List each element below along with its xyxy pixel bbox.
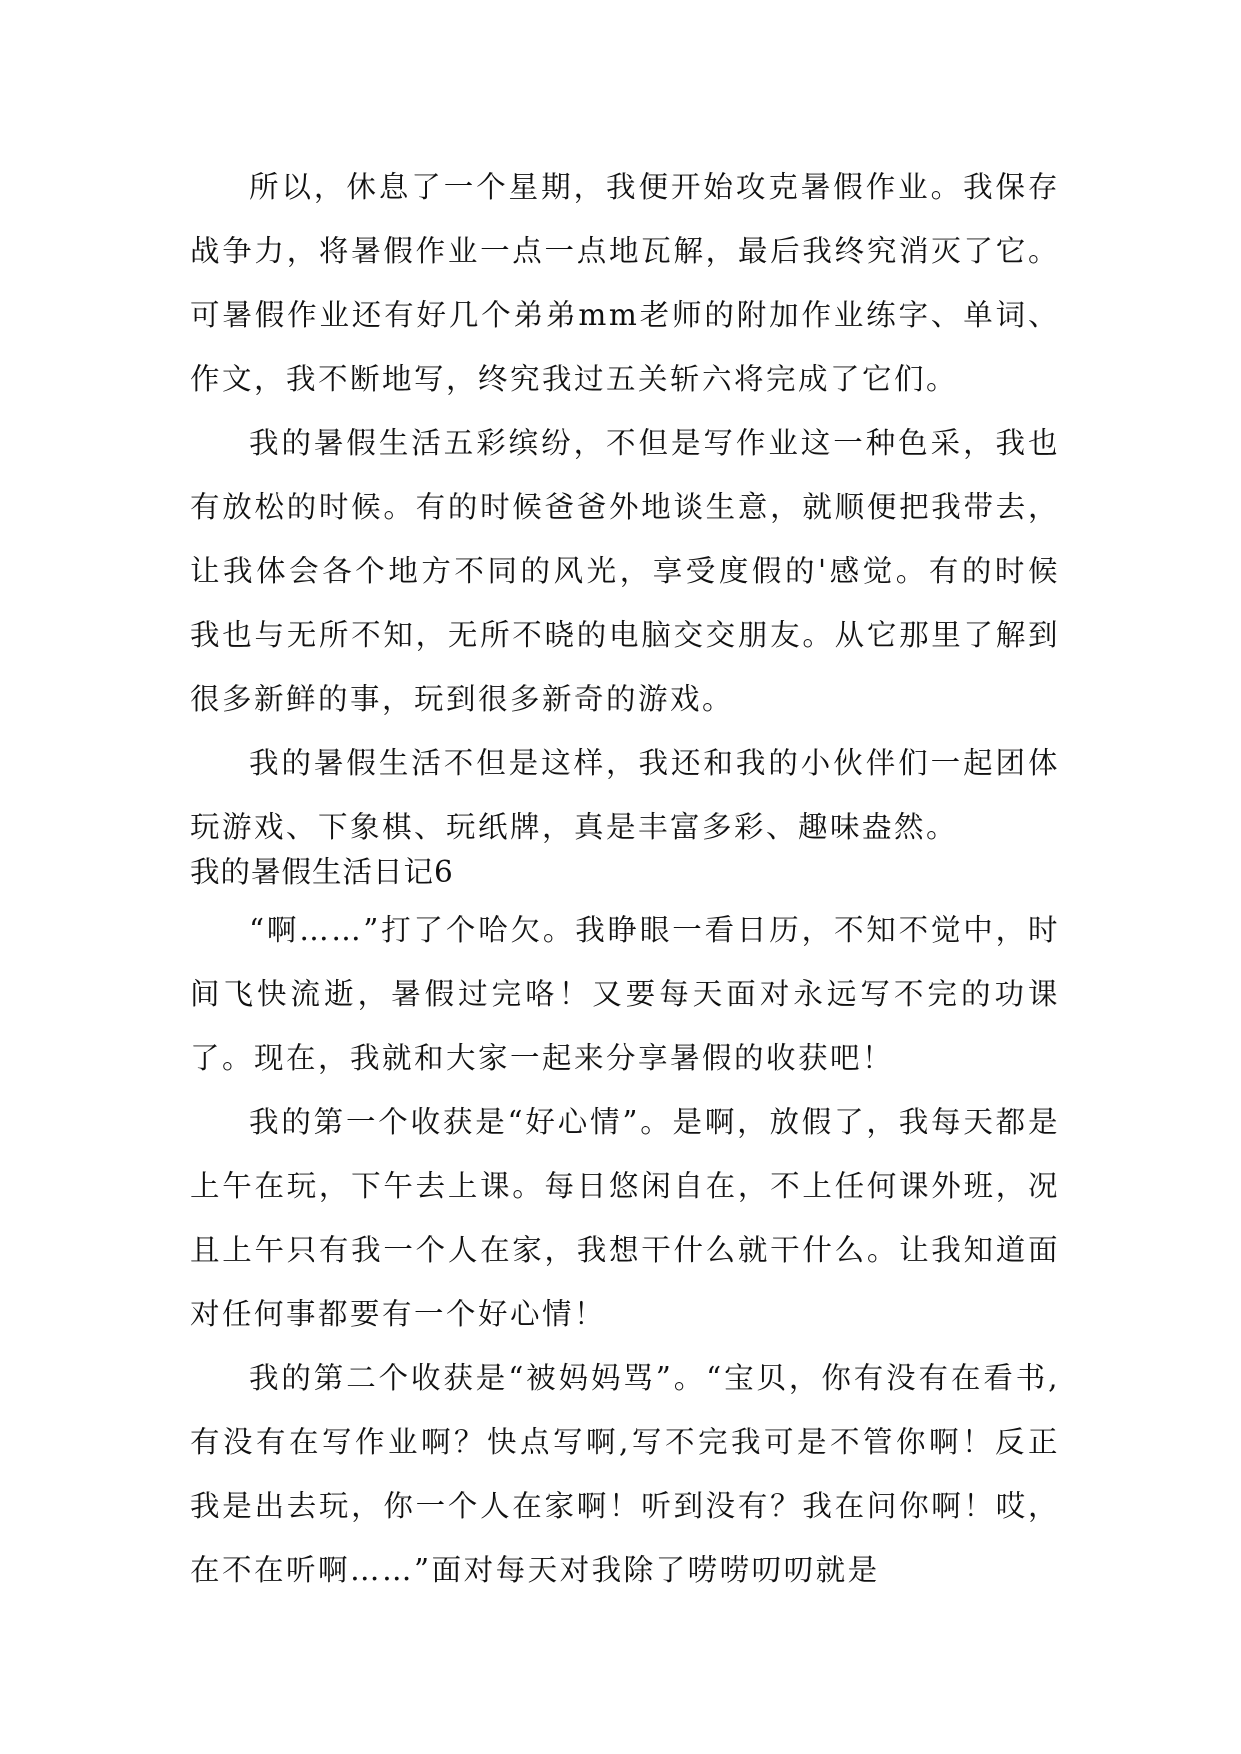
paragraph-second-harvest: 我的第二个收获是“被妈妈骂”。“宝贝，你有没有在看书,有没有在写作业啊？快点写啊,写不完我可是不管你啊！反正我是出去玩，你一个人在家啊！听到没有？我在问你啊！哎，在不在听啊……”面对每天对我除了唠唠叨叨就是 [190, 1361, 1060, 1587]
paragraph-first-harvest: 我的第一个收获是“好心情”。是啊，放假了，我每天都是上午在玩，下午去上课。每日悠闲自在，不上任何课外班，况且上午只有我一个人在家，我想干什么就干什么。让我知道面对任何事都要有一个好心情！ [190, 1105, 1060, 1331]
paragraph-yawn-calendar: “啊……”打了个哈欠。我睁眼一看日历，不知不觉中，时间飞快流逝，暑假过完咯！又要每天面对永远写不完的功课了。现在，我就和大家一起来分享暑假的收获吧！ [190, 913, 1060, 1075]
diary-section-6 [190, 898, 1060, 1602]
diary-section-previous [190, 155, 1060, 859]
paragraph-friends-games: 我的暑假生活不但是这样，我还和我的小伙伴们一起团体玩游戏、下象棋、玩纸牌，真是丰富多彩、趣味盎然。 [190, 746, 1060, 844]
paragraph-homework: 所以，休息了一个星期，我便开始攻克暑假作业。我保存战争力，将暑假作业一点一点地瓦解，最后我终究消灭了它。可暑假作业还有好几个弟弟mm老师的附加作业练字、单词、作文，我不断地写，终究我过五关斩六将完成了它们。 [190, 170, 1060, 396]
diary-heading: 我的暑假生活日记6 [190, 855, 454, 889]
paragraph-colorful-summer: 我的暑假生活五彩缤纷，不但是写作业这一种色采，我也有放松的时候。有的时候爸爸外地谈生意，就顺便把我带去，让我体会各个地方不同的风光，享受度假的'感觉。有的时候我也与无所不知，无所不晓的电脑交交朋友。从它那里了解到很多新鲜的事，玩到很多新奇的游戏。 [190, 426, 1060, 716]
